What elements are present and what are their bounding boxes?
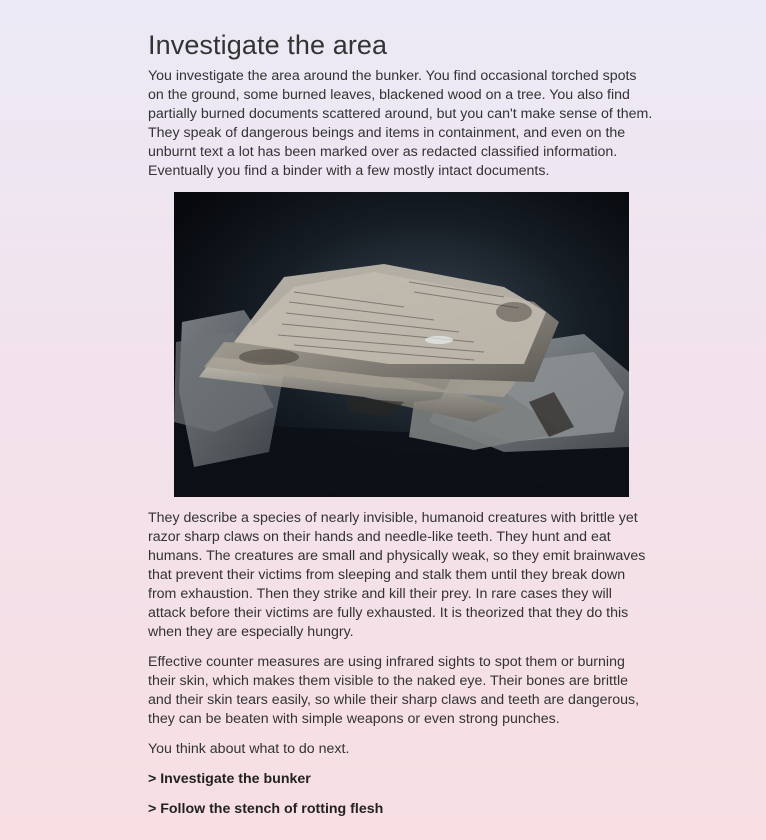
passage	[148, 0, 653, 819]
intro-paragraph: You investigate the area around the bunker. You find occasional torched spots on the ground, some burned leaves, blackened wood on a tree. You also find partially burned documents scattered around, but you can't make sense of them. They speak of dangerous beings and items in containment, and even on the unburnt text a lot has been marked over as redacted classified information. Eventually you find a binder with a few mostly intact documents.	[148, 68, 653, 179]
counter-measures-paragraph: Effective counter measures are using infrared sights to spot them or burning their skin, which makes them visible to the naked eye. Their bones are brittle and their skin tears easily, so while their sharp claws and teeth are dangerous, they can be beaten with simple weapons or even strong punches.	[148, 654, 640, 727]
creature-description-paragraph: They describe a species of nearly invisible, humanoid creatures with brittle yet razor sharp claws on their hands and needle-like teeth. They hunt and eat humans. The creatures are small and physically weak, so they emit brainwaves that prevent their victims from sleeping and stalk them until they break down from exhaustion. Then they strike and kill their prey. In rare cases they will attack before their victims are fully exhausted. It is theorized that they do this when they are especially hungry.	[148, 510, 646, 640]
choice-investigate-bunker-link[interactable]: > Investigate the bunker	[148, 771, 311, 787]
passage-title: Investigate the area	[148, 30, 388, 60]
next-action-prompt: You think about what to do next.	[148, 741, 350, 757]
choice-follow-stench-link[interactable]: > Follow the stench of rotting flesh	[148, 801, 384, 817]
burned-documents-image	[174, 192, 629, 497]
